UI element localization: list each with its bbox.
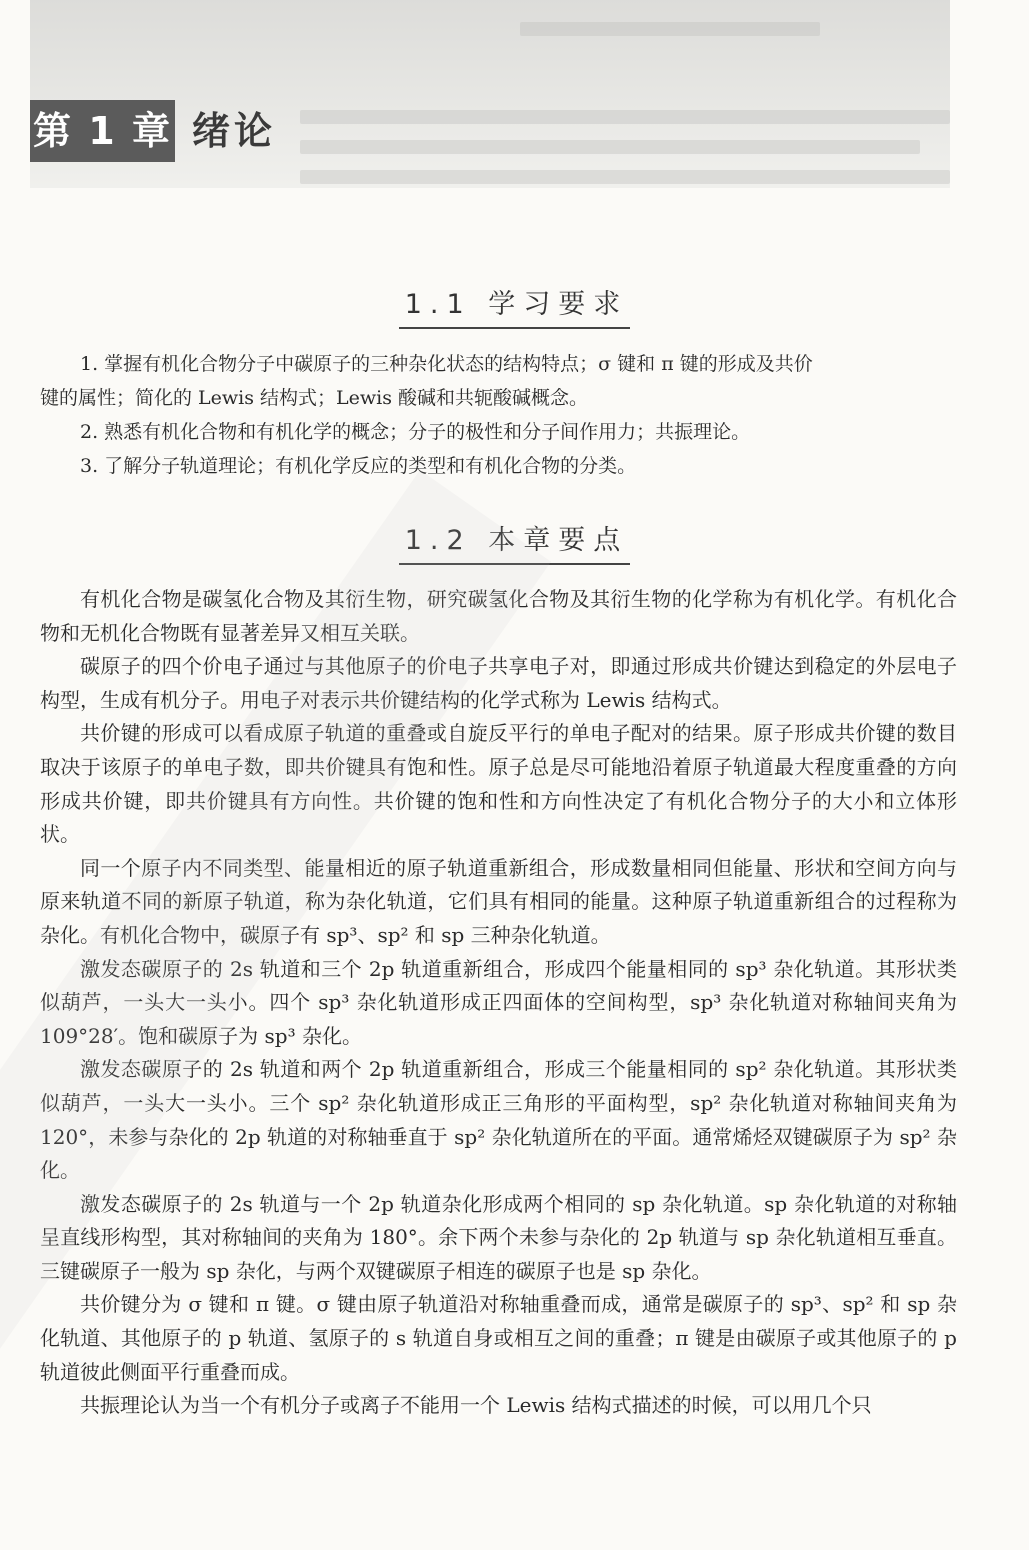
paragraph: 有机化合物是碳氢化合物及其衍生物，研究碳氢化合物及其衍生物的化学称为有机化学。有机化合物和无机化合物既有显著差异又相互关联。 — [40, 587, 957, 645]
chapter-title: 绪论 — [192, 109, 277, 153]
paragraph: 碳原子的四个价电子通过与其他原子的价电子共享电子对，即通过形成共价键达到稳定的外层电子构型，生成有机分子。用电子对表示共价键结构的化学式称为 Lewis 结构式。 — [40, 654, 957, 712]
requirement-item: 2. 熟悉有机化合物和有机化学的概念；分子的极性和分子间作用力；共振理论。 — [80, 421, 751, 443]
requirements-list — [40, 347, 960, 483]
requirement-item-continuation: 键的属性；简化的 Lewis 结构式；Lewis 酸碱和共轭酸碱概念。 — [40, 387, 589, 409]
paragraph: 共振理论认为当一个有机分子或离子不能用一个 Lewis 结构式描述的时候，可以用几个只 — [80, 1393, 872, 1418]
section-title-requirements — [0, 282, 1029, 329]
bleed-through-text — [300, 140, 920, 154]
bleed-through-text — [300, 170, 950, 184]
section-title-text: 1.2 本章要点 — [399, 518, 631, 565]
bleed-through-text — [300, 110, 950, 124]
paragraph: 激发态碳原子的 2s 轨道和三个 2p 轨道重新组合，形成四个能量相同的 sp³ 杂化轨道。其形状类似葫芦，一头大一头小。四个 sp³ 杂化轨道形成正四面体的空间构型，sp³ 杂化轨道对称轴间夹角为 109°28′。饱和碳原子为 sp³ 杂化。 — [40, 956, 957, 1048]
chapter-label: 第 1 章 — [30, 100, 175, 162]
paragraph: 共价键的形成可以看成原子轨道的重叠或自旋反平行的单电子配对的结果。原子形成共价键的数目取决于该原子的单电子数，即共价键具有饱和性。原子总是尽可能地沿着原子轨道最大程度重叠的方向形成共价键，即共价键具有方向性。共价键的饱和性和方向性决定了有机化合物分子的大小和立体形状。 — [40, 721, 957, 847]
bleed-through-text — [520, 22, 820, 36]
requirement-item: 3. 了解分子轨道理论；有机化学反应的类型和有机化合物的分类。 — [80, 455, 637, 477]
section-title-text: 1.1 学习要求 — [399, 282, 631, 329]
paragraph: 激发态碳原子的 2s 轨道和两个 2p 轨道重新组合，形成三个能量相同的 sp² 杂化轨道。其形状类似葫芦，一头大一头小。三个 sp² 杂化轨道形成正三角形的平面构型，sp² 杂化轨道对称轴间夹角为 120°，未参与杂化的 2p 轨道的对称轴垂直于 sp² 杂化轨道所在的平面。通常烯烃双键碳原子为 sp² 杂化。 — [40, 1057, 957, 1183]
paragraph: 共价键分为 σ 键和 π 键。σ 键由原子轨道沿对称轴重叠而成，通常是碳原子的 sp³、sp² 和 sp 杂化轨道、其他原子的 p 轨道、氢原子的 s 轨道自身或相互之间的重叠；π 键是由碳原子或其他原子的 p 轨道彼此侧面平行重叠而成。 — [40, 1292, 957, 1384]
paragraph: 同一个原子内不同类型、能量相近的原子轨道重新组合，形成数量相同但能量、形状和空间方向与原来轨道不同的新原子轨道，称为杂化轨道，它们具有相同的能量。这种原子轨道重新组合的过程称为杂化。有机化合物中，碳原子有 sp³、sp² 和 sp 三种杂化轨道。 — [40, 855, 957, 947]
requirement-item: 1. 掌握有机化合物分子中碳原子的三种杂化状态的结构特点；σ 键和 π 键的形成及共价 — [80, 353, 813, 375]
paragraph: 激发态碳原子的 2s 轨道与一个 2p 轨道杂化形成两个相同的 sp 杂化轨道。sp 杂化轨道的对称轴呈直线形构型，其对称轴间的夹角为 180°。余下两个未参与杂化的 2p 轨道与 sp 杂化轨道相互垂直。三键碳原子一般为 sp 杂化，与两个双键碳原子相连的碳原子也是 sp 杂化。 — [40, 1191, 957, 1283]
